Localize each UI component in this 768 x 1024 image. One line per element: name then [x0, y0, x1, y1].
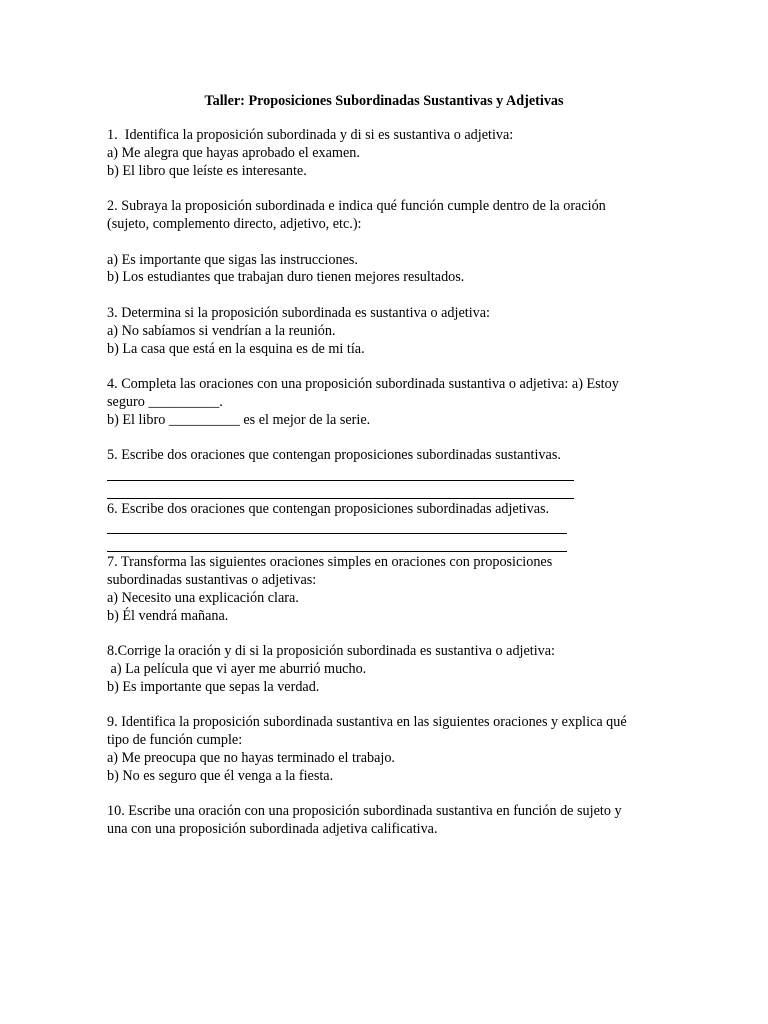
question-1-prompt: 1. Identifica la proposición subordinada y di si es sustantiva o adjetiva:: [107, 127, 514, 143]
question-2-prompt-line-1: 2. Subraya la proposición subordinada e indica qué función cumple dentro de la oración: [107, 198, 606, 215]
question-8: [107, 643, 667, 696]
question-7-item-b: b) Él vendrá mañana.: [107, 607, 229, 624]
question-1-item-b: b) El libro que leíste es interesante.: [107, 162, 307, 179]
question-9: [107, 714, 667, 785]
question-2: [107, 198, 667, 287]
document-title: Taller: Proposiciones Subordinadas Sustantivas y Adjetivas: [204, 93, 564, 109]
question-6: [107, 501, 667, 554]
question-7-item-a: a) Necesito una explicación clara.: [107, 589, 299, 606]
question-3-item-a: a) No sabíamos si vendrían a la reunión.: [107, 322, 336, 339]
question-9-item-a: a) Me preocupa que no hayas terminado el trabajo.: [107, 749, 395, 766]
question-3: [107, 305, 667, 358]
question-10-prompt-line-1: 10. Escribe una oración con una proposición subordinada sustantiva en función de sujeto y: [107, 803, 622, 820]
question-2-prompt-line-2: (sujeto, complemento directo, adjetivo, etc.):: [107, 215, 362, 232]
question-8-item-b: b) Es importante que sepas la verdad.: [107, 678, 320, 695]
question-1-item-a: a) Me alegra que hayas aprobado el examen.: [107, 144, 360, 161]
question-7-prompt-line-1: 7. Transforma las siguientes oraciones simples en oraciones con proposiciones: [107, 554, 553, 571]
document-body: [107, 127, 667, 857]
question-9-prompt-line-2: tipo de función cumple:: [107, 732, 243, 749]
question-5: [107, 447, 667, 500]
question-9-prompt-line-1: 9. Identifica la proposición subordinada sustantiva en las siguientes oraciones y explica qué: [107, 714, 627, 731]
question-10: [107, 803, 667, 839]
question-4-prompt-line-1: 4. Completa las oraciones con una proposición subordinada sustantiva o adjetiva: a) Estoy: [107, 376, 619, 393]
question-10-prompt-line-2: una con una proposición subordinada adjetiva calificativa.: [107, 821, 438, 838]
question-1: [107, 127, 667, 180]
answer-line: [107, 536, 667, 554]
answer-line: [107, 519, 667, 537]
question-8-item-a: a) La película que vi ayer me aburrió mucho.: [107, 660, 367, 677]
question-9-item-b: b) No es seguro que él venga a la fiesta.: [107, 767, 334, 784]
question-4: [107, 376, 667, 429]
question-6-prompt: 6. Escribe dos oraciones que contengan proposiciones subordinadas adjetivas.: [107, 500, 550, 517]
question-2-item-a: a) Es importante que sigas las instrucciones.: [107, 251, 358, 268]
answer-line: [107, 483, 667, 501]
answer-line: [107, 465, 667, 483]
question-3-item-b: b) La casa que está en la esquina es de mi tía.: [107, 340, 365, 357]
question-5-prompt: 5. Escribe dos oraciones que contengan proposiciones subordinadas sustantivas.: [107, 447, 561, 464]
question-7: [107, 554, 667, 625]
question-7-prompt-line-2: subordinadas sustantivas o adjetivas:: [107, 571, 317, 588]
question-4-item-b: b) El libro __________ es el mejor de la serie.: [107, 411, 371, 428]
question-3-prompt: 3. Determina si la proposición subordinada es sustantiva o adjetiva:: [107, 304, 490, 321]
spacer: [107, 234, 667, 252]
question-8-prompt: 8.Corrige la oración y di si la proposición subordinada es sustantiva o adjetiva:: [107, 643, 555, 660]
question-4-prompt-line-2: seguro __________.: [107, 393, 223, 410]
question-2-item-b: b) Los estudiantes que trabajan duro tienen mejores resultados.: [107, 269, 465, 286]
